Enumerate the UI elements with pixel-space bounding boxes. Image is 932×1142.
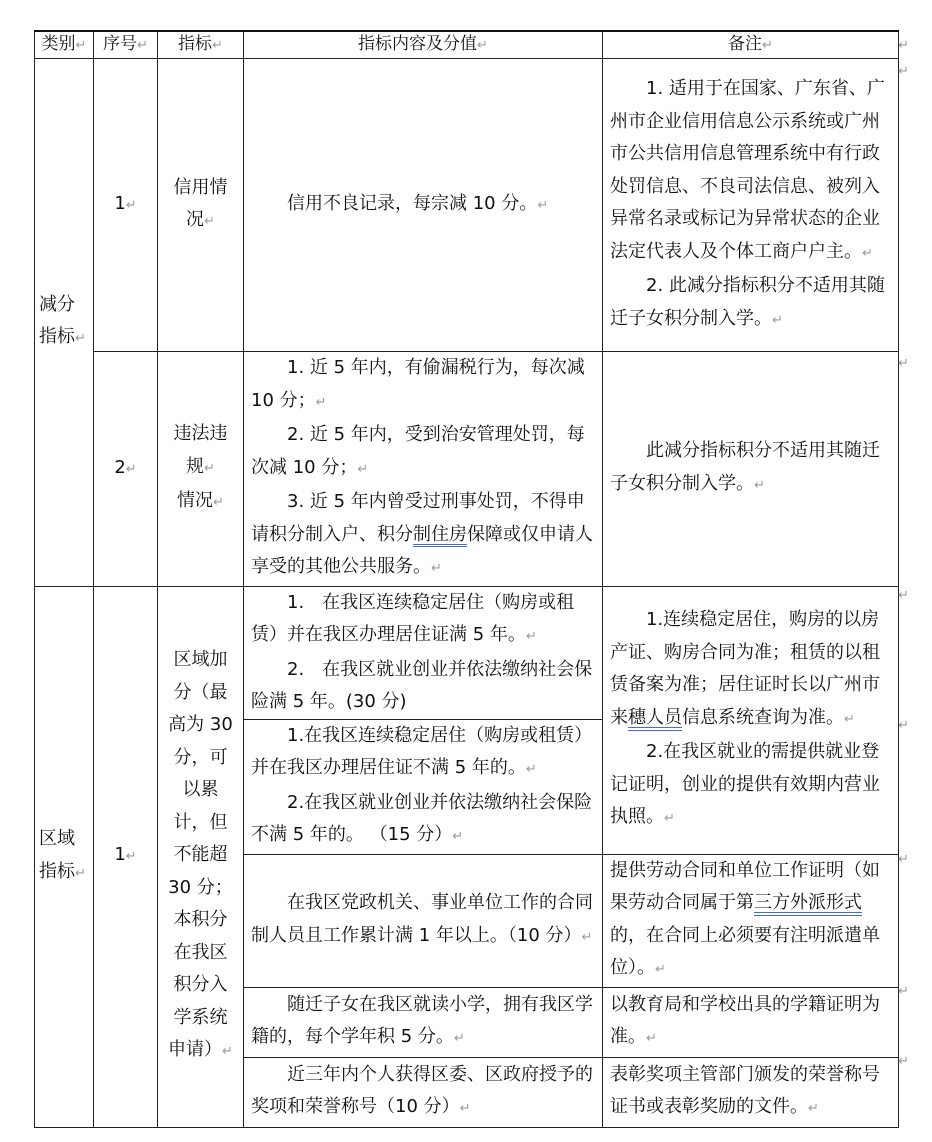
category-cell-deduction: 减分 指标↵ [35, 59, 94, 587]
note-cell: 以教育局和学校出具的学籍证明为准。↵ [603, 987, 899, 1057]
content-cell: 在我区党政机关、事业单位工作的合同制人员且工作累计满 1 年以上。（10 分）↵ [244, 854, 603, 987]
row-end-mark: ↵ [898, 718, 909, 733]
category-cell-regional: 区域 指标↵ [35, 586, 94, 1127]
row-end-mark: ↵ [898, 852, 909, 867]
row-end-mark: ↵ [898, 1054, 909, 1069]
header-indicator: 指标↵ [158, 31, 244, 59]
header-category: 类别↵ [35, 31, 94, 59]
content-cell: 随迁子女在我区就读小学，拥有我区学籍的，每个学年积 5 分。↵ [244, 987, 603, 1057]
content-cell: 信用不良记录，每宗减 10 分。↵ [244, 59, 603, 352]
number-cell: 1↵ [94, 586, 158, 1127]
header-content: 指标内容及分值↵ [244, 31, 603, 59]
note-cell: 表彰奖项主管部门颁发的荣誉称号证书或表彰奖励的文件。↵ [603, 1057, 899, 1127]
content-cell: 近三年内个人获得区委、区政府授予的奖项和荣誉称号（10 分）↵ [244, 1057, 603, 1127]
row-end-mark: ↵ [898, 588, 909, 603]
policy-table [34, 30, 899, 1128]
note-cell: 此减分指标积分不适用其随迁子女积分制入学。↵ [603, 352, 899, 587]
content-cell: 1.在我区连续稳定居住（购房或租赁）并在我区办理居住证不满 5 年的。↵ 2.在我区就业创业并依法缴纳社会保险不满 5 年的。 （15 分）↵ [244, 719, 603, 854]
row-end-mark: ↵ [898, 38, 909, 53]
note-cell-shared: 1.连续稳定居住，购房的以房产证、购房合同为准；租赁的以租赁备案为准；居住证时长以广州市来穗人员信息系统查询为准。↵ 2.在我区就业的需提供就业登记证明，创业的提供有效期内营业执照。↵ [603, 586, 899, 854]
header-number: 序号↵ [94, 31, 158, 59]
header-note: 备注↵ [603, 31, 899, 59]
table-row [35, 352, 899, 587]
table-row [35, 59, 899, 352]
indicator-cell: 区域加 分（最 高为 30 分，可 以累 计，但 不能超 30 分； 本积分 在我区 积分入 学系统 申请）↵ [158, 586, 244, 1127]
content-cell: 1. 近 5 年内，有偷漏税行为，每次减 10 分；↵ 2. 近 5 年内，受到治安管理处罚，每次减 10 分；↵ 3. 近 5 年内曾受过刑事处罚，不得申请积分制入户、积分制住房保障或仅申请人享受的其他公共服务。↵ [244, 352, 603, 587]
row-end-mark: ↵ [898, 64, 909, 79]
header-row [35, 31, 899, 59]
number-cell: 2↵ [94, 352, 158, 587]
table-row [35, 586, 899, 719]
note-cell: 提供劳动合同和单位工作证明（如果劳动合同属于第三方外派形式的，在合同上必须要有注明派遣单位）。↵ [603, 854, 899, 987]
content-cell: 1. 在我区连续稳定居住（购房或租赁）并在我区办理居住证满 5 年。↵ 2. 在我区就业创业并依法缴纳社会保险满 5 年。(30 分) [244, 586, 603, 719]
note-cell: 1. 适用于在国家、广东省、广州市企业信用信息公示系统或广州市公共信用信息管理系统中有行政处罚信息、不良司法信息、被列入异常名录或标记为异常状态的企业法定代表人及个体工商户户主。↵ 2. 此减分指标积分不适用其随迁子女积分制入学。↵ [603, 59, 899, 352]
indicator-cell: 信用情 况↵ [158, 59, 244, 352]
row-end-mark: ↵ [898, 356, 909, 371]
number-cell: 1↵ [94, 59, 158, 352]
row-end-mark: ↵ [898, 984, 909, 999]
indicator-cell: 违法违 规↵ 情况↵ [158, 352, 244, 587]
